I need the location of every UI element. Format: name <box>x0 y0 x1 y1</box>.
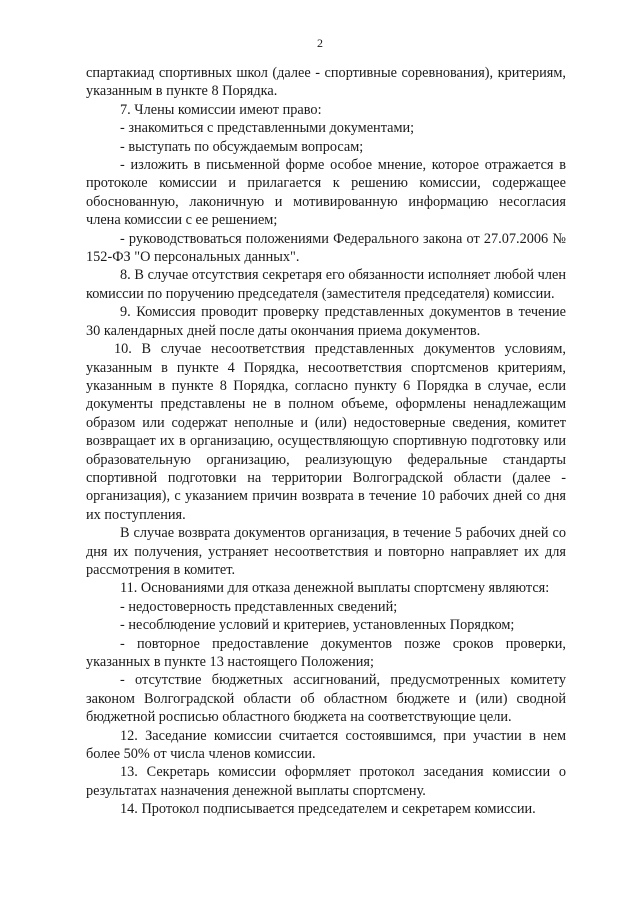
paragraph: - отсутствие бюджетных ассигнований, предусмотренных комитету законом Волгоградской области об областном бюджете и (или) сводной бюджетной росписью областного бюджета на соответствующие цели. <box>86 672 566 726</box>
paragraph: 10. В случае несоответствия представленных документов условиям, указанным в пункте 4 Порядка, несоответствия спортсменов критериям, указанным в пункте 8 Порядка, согласно пункту 6 Порядка в случае, если документы представлены не в полном объеме, оформлены ненадлежащим образом или содержат неполные и (или) недостоверные сведения, комитет возвращает их в организацию, осуществляющую спортивную подготовку или образовательную организацию, реализующую федеральные стандарты спортивной подготовки на территории Волгоградской области (далее - организация), с указанием причин возврата в течение 10 рабочих дней со дня их поступления. <box>86 341 566 523</box>
paragraph: В случае возврата документов организация, в течение 5 рабочих дней со дня их получения, устраняет несоответствия и повторно направляет их для рассмотрения в комитет. <box>86 525 566 578</box>
paragraph: - выступать по обсуждаемым вопросам; <box>120 138 364 155</box>
paragraph: 8. В случае отсутствия секретаря его обязанности исполняет любой член комиссии по поручению председателя (заместителя председателя) комиссии. <box>86 267 566 302</box>
paragraph: 7. Члены комиссии имеют право: <box>120 101 322 118</box>
document-body <box>86 64 566 819</box>
page-number: 2 <box>317 36 323 50</box>
paragraph: спартакиад спортивных школ (далее - спортивные соревнования), критериям, указанным в пункте 8 Порядка. <box>86 65 566 100</box>
paragraph: - руководствоваться положениями Федерального закона от 27.07.2006 № 152-ФЗ "О персональных данных". <box>86 230 566 266</box>
paragraph: 12. Заседание комиссии считается состоявшимся, при участии в нем более 50% от числа членов комиссии. <box>86 727 566 763</box>
paragraph: - повторное предоставление документов позже сроков проверки, указанных в пункте 13 настоящего Положения; <box>86 635 566 670</box>
paragraph: - несоблюдение условий и критериев, установленных Порядком; <box>120 617 515 634</box>
paragraph: - изложить в письменной форме особое мнение, которое отражается в протоколе комиссии и прилагается к решению комиссии, содержащее обоснованную, лаконичную и мотивированную информацию несогласия члена комиссии с ее решением; <box>86 157 566 229</box>
paragraph: 14. Протокол подписывается председателем и секретарем комиссии. <box>120 801 536 818</box>
paragraph: 13. Секретарь комиссии оформляет протокол заседания комиссии о результатах назначения денежной выплаты спортсмену. <box>86 764 566 799</box>
paragraph: - знакомиться с представленными документами; <box>120 120 415 137</box>
paragraph: 11. Основаниями для отказа денежной выплаты спортсмену являются: <box>120 580 550 597</box>
paragraph: - недостоверность представленных сведений; <box>120 598 398 615</box>
paragraph: 9. Комиссия проводит проверку представленных документов в течение 30 календарных дней после даты окончания приема документов. <box>86 304 566 339</box>
